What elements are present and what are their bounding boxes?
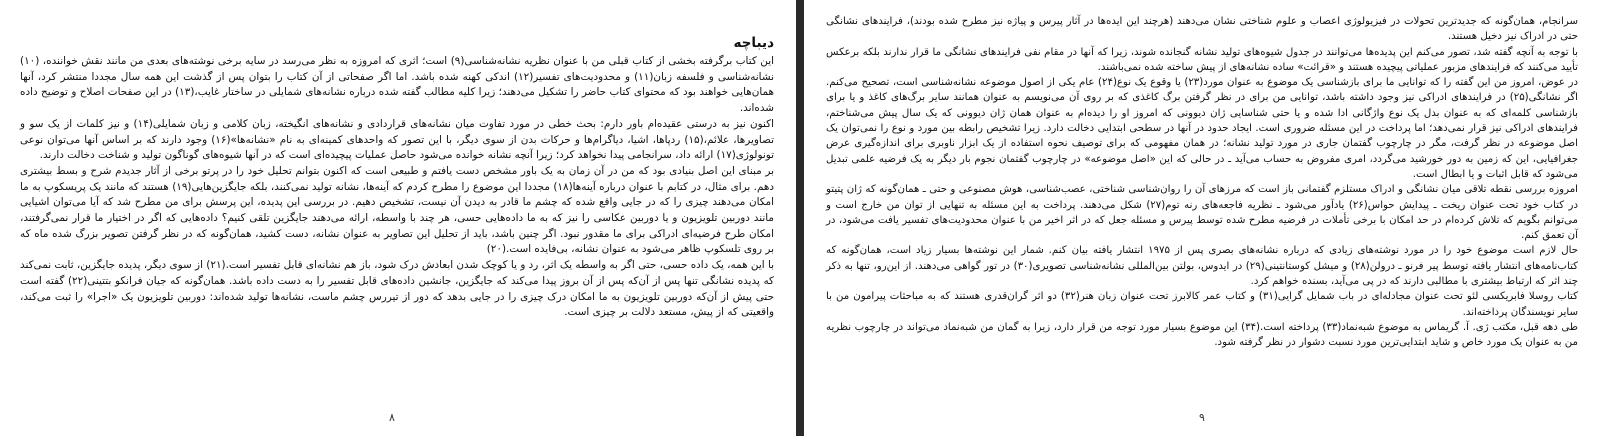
paragraph: حال لازم است موضوع خود را در مورد نوشته‌های زیادی که درباره نشانه‌های بصری پس از ۱۹۷۵ انتشار یافته بیان کنم. شمار این نوشته‌ها بسیار زیاد است، همان‌گونه که کتاب‌نامه‌های انتشار یافته توسط پیر فرنو ـ درولن(۲۸) و میشل کوستانتینی(۲۹) در ایدوس، بولتن بین‌المللی نشانه‌شناسی تصویری(۳۰) در تور گواهی می‌دهند. از این‌رو، تنها به ذکر چند اثر که ارتباط بیشتری با مطالبی دارند که در پی می‌آید، بسنده خواهم کرد. — [826, 245, 1578, 288]
paragraph: امروزه بررسی نقطه تلاقی میان نشانگی و ادراک مستلزم گفتمانی باز است که مرزهای آن را روان‌شناسی شناختی، عصب‌شناسی، هوش مصنوعی و حتی ـ همان‌گونه که ژان پتیتو در کتاب خود تحت عنوان ریخت ـ پیدایش حواس(۲۶) یادآور می‌شود ـ نظریه فاجعه‌های رنه توم(۲۷) شکل می‌دهند. پرداخت به این مسئله به تنهایی از توان من خارج است و می‌توانم بگویم که تلاش کرده‌ام در حد امکان با برخی تأملات در فرضیه مطرح شده توسط پیرس و مسئله جعل که در اثر اخیر من با عنوان محدودیت‌های تفسیر یافت می‌شود، در آن تعمق کنم. — [826, 184, 1578, 242]
paragraph: در عوض، امروز من این گفته را که توانایی ما برای بازشناسی یک موضوع به عنوان مورد(۲۳) یا وقوع یک نوع(۲۴) عام یکی از اصول موضوعه نشانه‌شناسی است، تصحیح می‌کنم. اگر نشانگی(۲۵) در فرایندهای ادراکی نیز وجود داشته باشد، توانایی من برای در نظر گرفتن برگ کاغذی که بر روی آن می‌نویسم به عنوان همانند سایر برگ‌های کاغذ و یا برای بازشناسی کلمه‌ای که به عنوان بدل یک نوع واژگانی ادا شده و یا حتی شناسایی ژان دیوونی که امروز او را دیده‌ام به عنوان همان ژان دیوونی که یک سال پیش می‌شناختم، فرایندهای ادراکی نیز قرار نمی‌دهد؛ اما پرداخت در این مسئله ضروری است. ایجاد حدود در آنها در سطحی ابتدایی دخالت دارد. زیرا تشخیص رابطه بین مورد و نوع را نمی‌توان یک اصل موضوعه در نظر گرفت، مگر در چارچوب گفتمان جاری در مورد تولید نشانه؛ در همان مفهومی که برای توصیف نحوه استفاده از یک ابزار ناوبری برای اندازه‌گیری عرض جغرافیایی، این که زمین به دور خورشید می‌گردد، امری مفروض به حساب می‌آید ـ در حالی که این «اصل موضوعه» در چارچوب گفتمان نجوم بار دیگر به یک فرضیه علمی تبدیل می‌شود که قابل اثبات و یا ابطال است. — [826, 77, 1579, 180]
page-number: ۹ — [1199, 411, 1205, 424]
paragraph: اکنون نیز به درستی عقیده‌ام باور دارم: بحث خطی در مورد تفاوت میان نشانه‌های قراردادی و نشانه‌های انگیخته، زبان کلامی و زبان شمایلی(۱۴) و نیز کلمات از یک سو و تصاویرها، علائم،(۱۵) ردپاها، اشیا، دیاگرام‌ها و حرکات بدن از سوی دیگر، با این تصور که واحدهای کمینه‌ای به نام «نشانه‌ها»(۱۶) وجود دارند که بر اساس آنها می‌توان نوعی تونولوژی(۱۷) ارائه داد، سرانجامی پیدا نخواهد کرد؛ زیرا آنچه نشانه خوانده می‌شود حاصل عملیات پیچیده‌ای است که در آنها شیوه‌های گوناگون تولید و شناخت دخالت دارند. — [20, 117, 775, 162]
paragraph: سرانجام، همان‌گونه که جدیدترین تحولات در فیزیولوژی اعصاب و علوم شناختی نشان می‌دهند (هرچند این ایده‌ها در آثار پیرس و پیاژه نیز مطرح شده بودند)، فرایندهای نشانگی حتی در ادراک نیز دخیل هستند. — [826, 16, 1578, 43]
page-number: ۸ — [389, 411, 395, 424]
paragraph: کتاب روسلا فابریکسی لئو تحت عنوان مجادله‌ای در باب شمایل گرایی(۳۱) و کتاب عمر کالابرز تحت عنوان زبان هنر(۳۲) دو اثر گران‌قدری هستند که به مباحثات پیرامون من با سایر نویسندگان پرداخته‌اند. — [826, 291, 1578, 318]
left-page — [0, 0, 796, 436]
paragraph: با این همه، یک داده حسی، حتی اگر به واسطه یک اثر، رد و یا کوچک شدن ابعادش درک شود، باز هم نشانه‌ای قابل تفسیر است.(۲۱) از سوی دیگر، پدیده جایگزین، ثابت نمی‌کند که پدیده نشانگی تنها پس از آن‌که پس از آن بروز پیدا می‌کند که جایگزین، جانشین داده‌های قابل تفسیر را به دست داده باشد. همان‌گونه که جیان فرانکو بتتینی(۲۲) گفته است حتی پیش از آن‌که دوربین تلویزیون به ما امکان درک چیزی را در جایی بدهد که دور از تیررس چشم ماست، نشانه‌ها تولید شده‌اند: دوربین تلویزیون یک «اجرا» را ثبت می‌کند، واقعیتی که از پیش، مستعد دلالت بر چیزی است. — [20, 259, 775, 319]
paragraph: بر مبنای این اصل بنیادی بود که من در آن زمان به یک باور مشخص دست یافتم و طبیعی است که اکنون بتوانم تحلیل خود را در پرتو برخی از آثار جدیدم شرح و بسط بیشتری دهم. برای مثال، در کتابم با عنوان درباره آینه‌ها(۱۸) مجددا این موضوع را مطرح کردم که آینه‌ها، نشانه تولید نمی‌کنند، بلکه جایگزین‌هایی(۱۹) هستند که مانند یک پریسکوپ به ما امکان می‌دهند چیزی را که در جایی واقع شده که چشم ما قادر به دیدن آن نیست، تشخیص دهیم. در بررسی این پدیده، این پرسش برای من مطرح شد که آیا می‌توان اشیایی مانند دوربین تلویزیون و یا دوربین عکاسی را نیز که به ما داده‌هایی حسی، هر چند با واسطه، ارائه می‌دهند جایگزین تلقی کنیم؟ داده‌هایی که اگر در اختیار ما قرار نمی‌گرفتند، امکان طرح فرضیه‌ای ادراکی برای ما مقدور نبود. اگر چنین باشد، باید از تحلیل این تصاویر به عنوان نشانه، دست کشید، همان‌گونه که در نظر گرفتن تصویر بزرگ شده ماه که بر روی تلسکوپ ظاهر می‌شود به عنوان نشانه، بی‌فایده است.(۲۰) — [20, 164, 774, 256]
book-gutter — [796, 0, 804, 436]
paragraph: طی دهه قبل، مکتب ژی. آ. گریماس به موضوع شبه‌نماد(۳۳) پرداخته است.(۳۴) این موضوع بسیار مورد توجه من قرار دارد، زیرا به گمان من شبه‌نماد می‌تواند در چارچوب نظریه من به عنوان یک مورد خاص و شاید ابتدایی‌ترین مورد نسبت دشوار در نظر گرفته شود. — [826, 321, 1578, 349]
page-heading: دیباچه — [733, 35, 774, 51]
paragraph: با توجه به آنچه گفته شد، تصور می‌کنم این پدیده‌ها می‌توانند در جدول شیوه‌های تولید نشانه گنجانده شوند، زیرا که آنها در مقام نفی فرایندهای نشانگی ما قرار ندارند بلکه برعکس تأیید می‌کنند که فرایندهای مزبور عملیاتی پیچیده هستند و «قرائت» ساده نشانه‌های از پیش ساخته شده نمی‌باشند. — [826, 46, 1578, 73]
paragraph: این کتاب برگرفته بخشی از کتاب قبلی من با عنوان نظریه نشانه‌شناسی(۹) است؛ اثری که امروزه به نظر می‌رسد در سایه برخی نوشته‌های بعدی من مانند نقش خواننده، (۱۰) نشانه‌شناسی و فلسفه زبان(۱۱) و محدودیت‌های تفسیر(۱۲) اندکی کهنه شده باشد. اما اگر صفحاتی از آن کتاب را بتوان پس از گذشت این همه سال مجددا منتشر کرد، آنها همان‌هایی خواهند بود که محتوای کتاب حاضر را تشکیل می‌دهند؛ زیرا کلیه مطالب گفته شده درباره نشانه‌های شمایلی در ساختار غایب،(۱۳) در این صفحات اصلاح و توضیح داده شده‌اند. — [20, 55, 775, 115]
right-page — [804, 0, 1600, 436]
